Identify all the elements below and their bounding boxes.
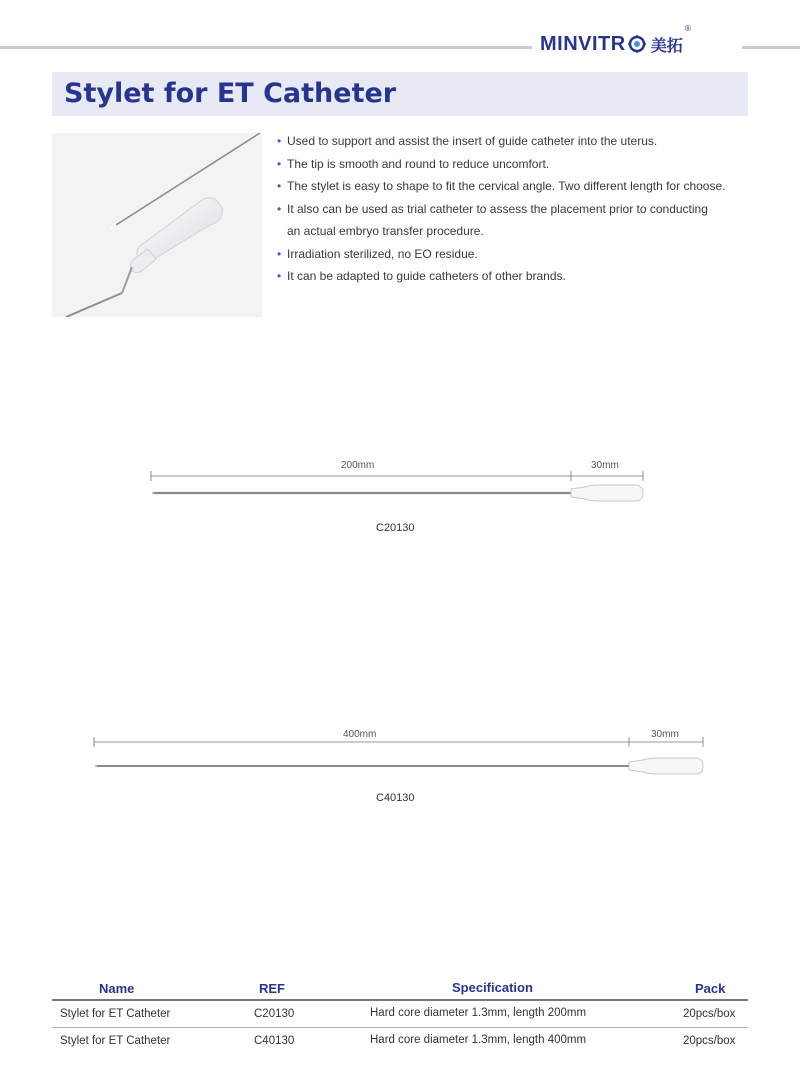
drawing-ref-caption: C40130	[376, 792, 415, 804]
bullet-dot-icon: •	[277, 156, 282, 171]
feature-item: • The tip is smooth and round to reduce uncomfort.	[277, 153, 747, 176]
bullet-dot-icon: •	[277, 179, 282, 193]
col-header-pack: Pack	[695, 981, 726, 996]
brand-logo	[540, 31, 683, 57]
feature-list	[277, 130, 747, 288]
cell-pack: 20pcs/box	[683, 1008, 736, 1020]
drawing-ref-caption: C20130	[376, 522, 415, 534]
registered-mark: ®	[685, 24, 691, 33]
header-rule	[52, 999, 748, 1001]
col-header-ref: REF	[259, 981, 285, 996]
cell-name: Stylet for ET Catheter	[60, 1035, 171, 1047]
shaft-length-label: 400mm	[343, 729, 377, 740]
bullet-dot-icon: •	[277, 201, 282, 216]
feature-item: • Irradiation sterilized, no EO residue.	[277, 243, 747, 266]
stylet-diagram	[0, 725, 800, 785]
page-title: Stylet for ET Catheter	[64, 78, 397, 109]
header-rule-right	[742, 46, 800, 49]
cell-ref: C20130	[254, 1008, 295, 1020]
shaft-length-label: 200mm	[341, 460, 375, 471]
header-rule-left	[0, 46, 532, 49]
bullet-dot-icon: •	[277, 269, 282, 283]
bullet-dot-icon: •	[277, 246, 282, 261]
feature-item-continued: an actual embryo transfer procedure.	[287, 224, 484, 238]
logo-gear-o-icon	[628, 35, 646, 53]
col-header-spec: Specification	[452, 980, 533, 995]
brand-chinese-name: 美拓	[650, 35, 683, 55]
feature-item: • Used to support and assist the insert of guide catheter into the uterus.	[277, 130, 747, 153]
product-photo	[52, 133, 262, 317]
handle-length-label: 30mm	[651, 729, 679, 740]
drawing-c20130	[0, 455, 800, 545]
handle-length-label: 30mm	[591, 460, 619, 471]
cell-spec: Hard core diameter 1.3mm, length 200mm	[370, 1007, 587, 1019]
feature-item: • It can be adapted to guide catheters of other brands.	[277, 265, 747, 288]
drawing-c40130	[0, 725, 800, 815]
brand-name: MINVITR	[540, 32, 626, 55]
cell-ref: C40130	[254, 1035, 295, 1047]
bullet-dot-icon: •	[277, 134, 282, 148]
title-bar	[52, 72, 748, 116]
feature-item: • The stylet is easy to shape to fit the cervical angle. Two different length for choose.	[277, 175, 747, 198]
stylet-diagram	[0, 455, 800, 515]
feature-item: • It also can be used as trial catheter to assess the placement prior to conducting	[277, 198, 747, 221]
row-rule	[52, 1027, 748, 1028]
cell-spec: Hard core diameter 1.3mm, length 400mm	[370, 1034, 587, 1046]
cell-name: Stylet for ET Catheter	[60, 1008, 171, 1020]
cell-pack: 20pcs/box	[683, 1035, 736, 1047]
col-header-name: Name	[99, 981, 135, 996]
